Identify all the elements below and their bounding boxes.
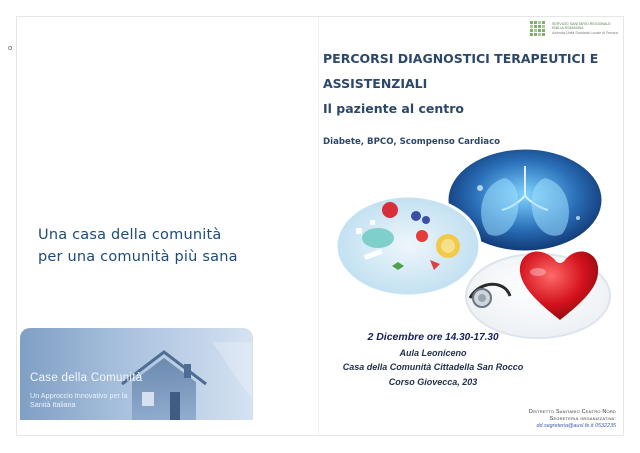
event-address: Corso Giovecca, 203: [388, 376, 478, 387]
event-date: 2 Dicembre: [367, 331, 425, 343]
stray-mark: o: [8, 44, 13, 52]
title-line-3: Il paziente al centro: [323, 101, 464, 116]
event-place: Casa della Comunità Cittadella San Rocco: [342, 362, 524, 372]
logo-text: [552, 22, 618, 35]
health-illustration: [330, 148, 620, 340]
title-line-2: ASSISTENZIALI: [323, 76, 428, 91]
banner-subtitle-line-2: Sanità Italiana: [30, 400, 76, 409]
banner-subtitle: [30, 391, 128, 409]
event-room: Aula Leoniceno: [399, 347, 467, 358]
title-line-1: PERCORSI DIAGNOSTICI TERAPEUTICI E: [323, 51, 599, 66]
heart-stethoscope-icon: [466, 251, 610, 338]
event-date-time: [318, 330, 548, 346]
slogan: [38, 224, 238, 268]
logo-line-2: EMILIA-ROMAGNA: [552, 26, 584, 31]
ssr-logo: [530, 20, 620, 42]
event-time: ore 14.30-17.30: [424, 332, 499, 343]
organizer-info: [529, 409, 616, 430]
logo-line-3: Azienda Unità Sanitaria Locale di Ferrara: [552, 30, 618, 35]
event-details: [318, 330, 548, 389]
banner-title: Case della Comunità: [30, 372, 143, 384]
organizer-line-2: Segreteria organizzativa:: [549, 416, 616, 422]
logo-line-1: SERVIZIO SANITARIO REGIONALE: [552, 22, 611, 26]
logo-grid-icon: [530, 21, 548, 39]
slogan-line-1: Una casa della comunità: [38, 227, 222, 243]
banner-subtitle-line-1: Un Approccio Innovativo per la: [30, 391, 128, 400]
event-title: [323, 46, 598, 121]
case-della-comunita-banner: [20, 328, 253, 420]
food-circle-icon: [336, 196, 480, 296]
slogan-line-2: per una comunità più sana: [38, 249, 238, 265]
organizer-line-1: Distretto Sanitario Centro Nord: [528, 409, 616, 415]
organizer-contact[interactable]: dd.segreteria@ausl.fe.it 0532235: [536, 423, 616, 429]
event-subtitle: Diabete, BPCO, Scompenso Cardiaco: [323, 137, 501, 147]
